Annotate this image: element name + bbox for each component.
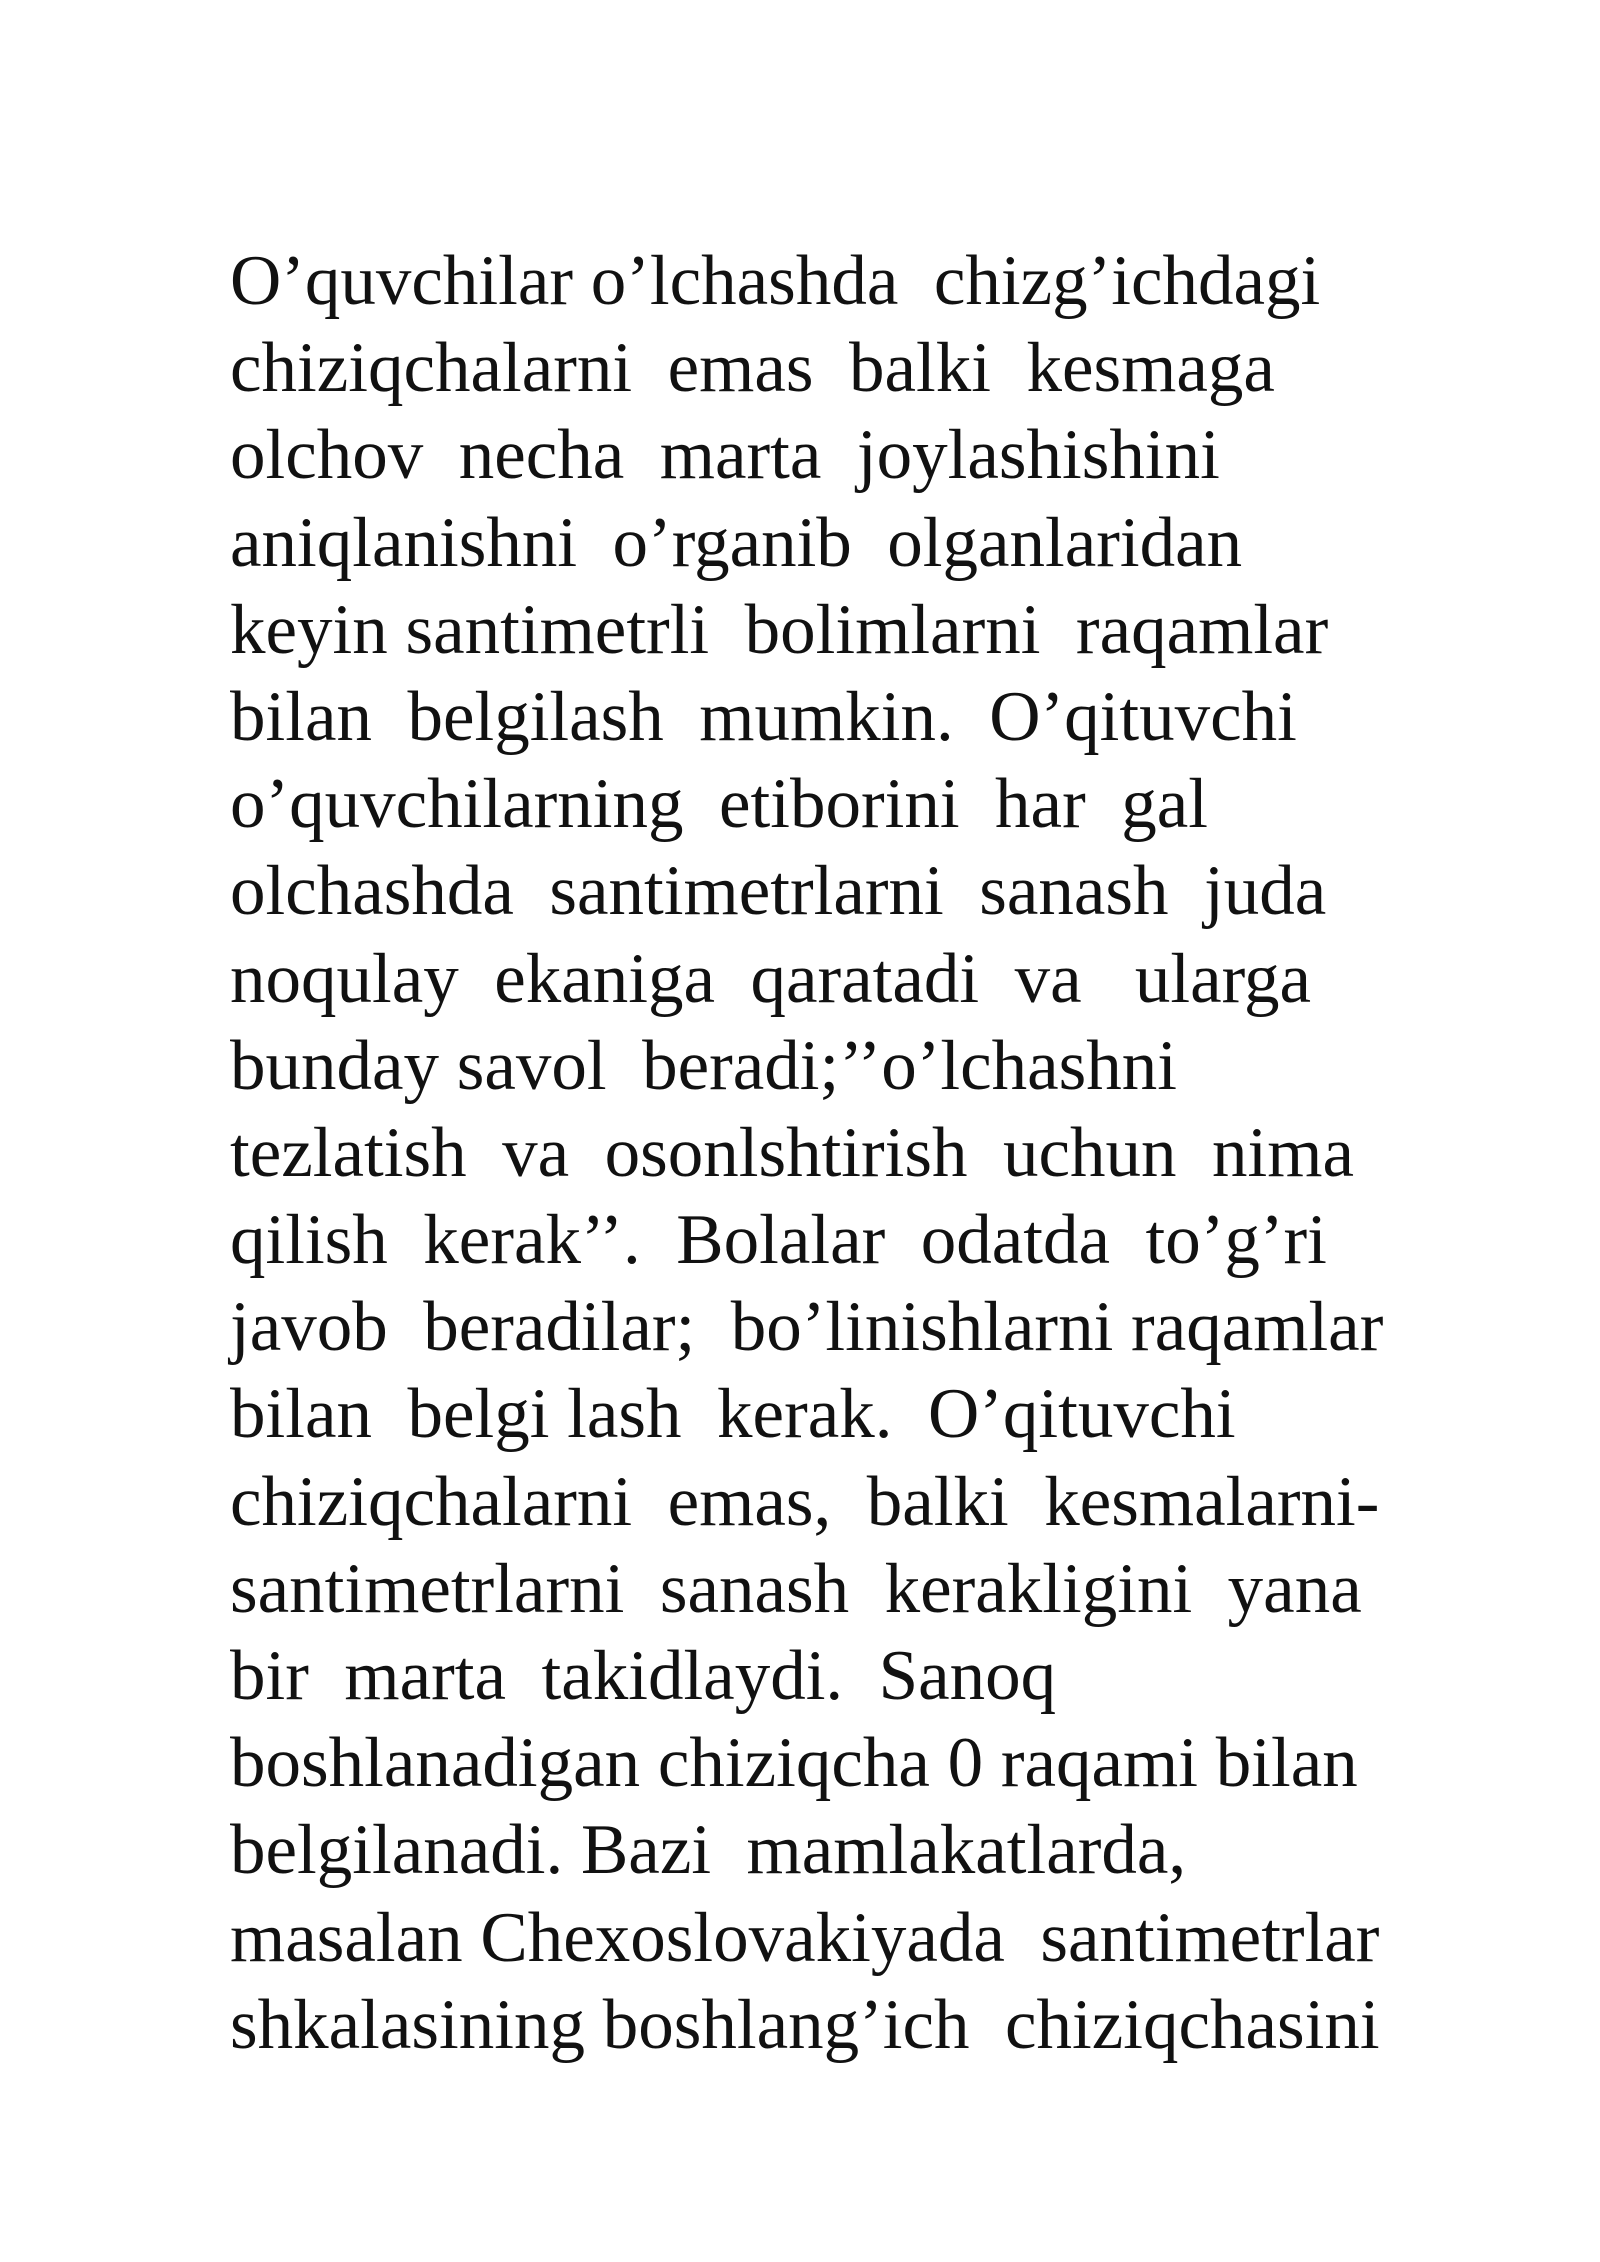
text-line: bir marta takidlaydi. Sanoq bbox=[230, 1637, 1057, 1715]
text-line: bunday savol beradi;’’o’lchashni bbox=[230, 1026, 1178, 1105]
text-line: bilan belgilash mumkin. O’qituvchi bbox=[230, 677, 1297, 756]
text-line: keyin santimetrli bolimlarni raqamlar bbox=[230, 590, 1329, 669]
text-line: chiziqchalarni emas balki kesmaga bbox=[230, 329, 1275, 408]
text-line: belgilanadi. Bazi mamlakatlarda, bbox=[230, 1811, 1187, 1890]
text-line: olchashda santimetrlarni sanash juda bbox=[230, 852, 1327, 931]
text-line: qilish kerak’’. Bolalar odatda to’g’ri bbox=[230, 1201, 1327, 1280]
text-line: tezlatish va osonlshtirish uchun nima bbox=[230, 1113, 1355, 1192]
text-line: olchov necha marta joylashishini bbox=[230, 416, 1220, 495]
text-line: santimetrlarni sanash kerakligini yana bbox=[230, 1549, 1362, 1628]
text-line: masalan Chexoslovakiyada santimetrlar bbox=[230, 1898, 1380, 1977]
text-line: noqulay ekaniga qaratadi va ularga bbox=[230, 939, 1312, 1018]
text-line: o’quvchilarning etiborini har gal bbox=[230, 765, 1208, 844]
text-line: boshlanadigan chiziqcha 0 raqami bilan bbox=[230, 1724, 1358, 1803]
text-line: javob beradilar; bo’linishlarni raqamlar bbox=[230, 1288, 1384, 1367]
body-paragraph bbox=[230, 238, 1530, 2069]
text-line: bilan belgi lash kerak. O’qituvchi bbox=[230, 1375, 1236, 1454]
text-line: aniqlanishni o’rganib olganlaridan bbox=[230, 503, 1243, 582]
text-line: O’quvchilar o’lchashda chizg’ichdagi bbox=[230, 242, 1321, 320]
text-line: chiziqchalarni emas, balki kesmalarni- bbox=[230, 1462, 1380, 1541]
text-line: shkalasining boshlang’ich chiziqchasini bbox=[230, 1985, 1380, 2064]
